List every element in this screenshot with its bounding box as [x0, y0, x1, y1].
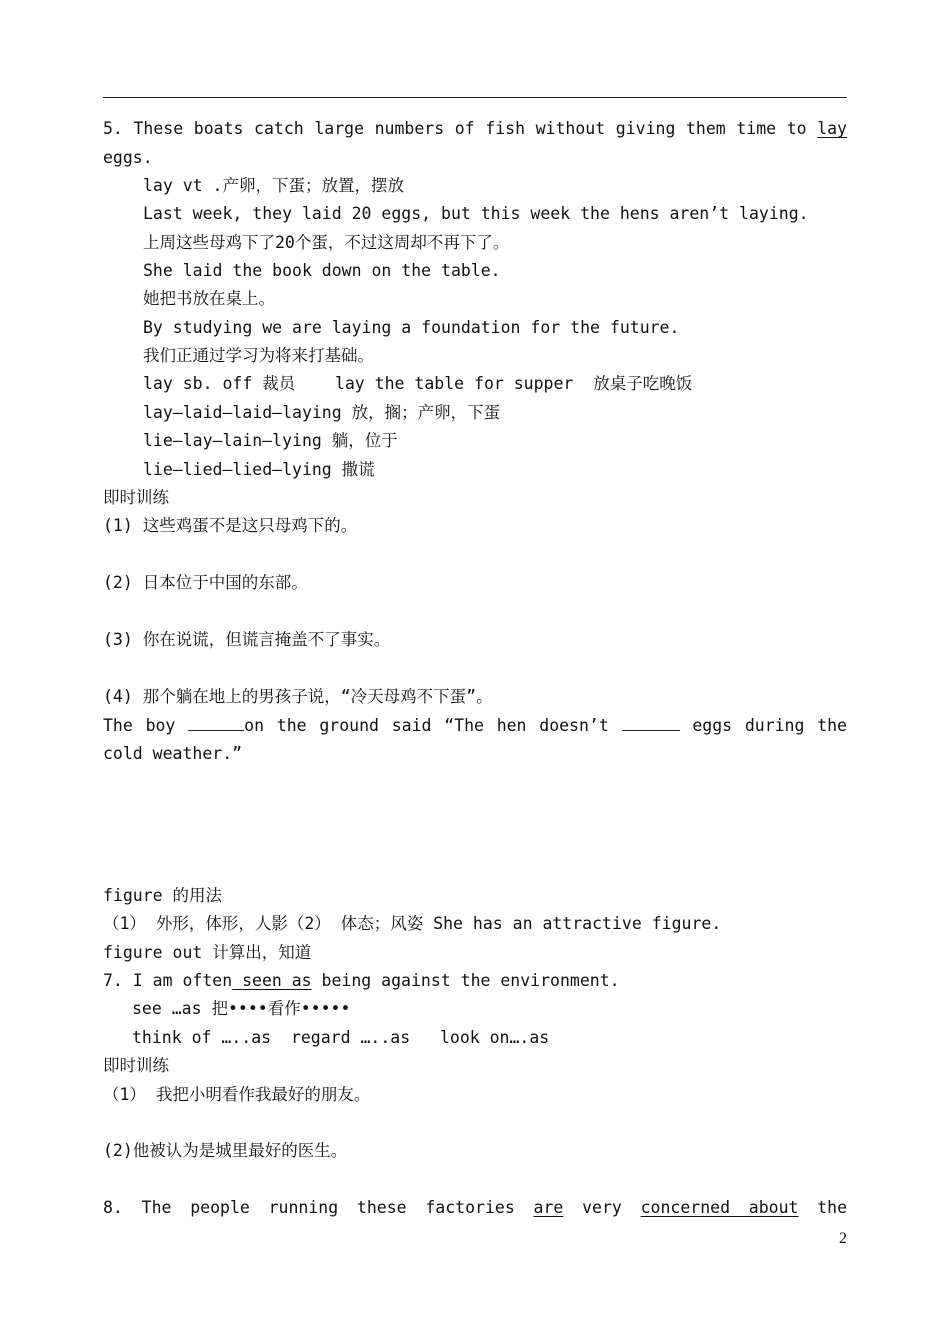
item5-sentence [103, 115, 847, 143]
item6-usage: figure 的用法 [103, 886, 223, 905]
practice2-q2 [122, 1166, 847, 1194]
item6-meanings: （1） 外形，体形，人影（2） 体态；风姿 She has an attractive figure. [103, 914, 722, 933]
q4-prefix: The boy [103, 716, 176, 735]
item5-definition: lay vt .产卵，下蛋；放置，摆放 [143, 176, 404, 195]
item8-word: factories [425, 1198, 515, 1217]
item5-forms-lie-lied: lie—lied—lied—lying 撒谎 [143, 460, 375, 479]
item8-word: these [356, 1198, 407, 1217]
practice1-heading: 即时训练 [103, 488, 169, 507]
item5-example1-en: Last week, they laid 20 eggs, but this week the hens aren’t laying. [143, 204, 809, 223]
q4-middle: on the ground said “The hen doesn’t [244, 716, 609, 735]
item8-keyword-are: are [533, 1198, 564, 1217]
item5-sentence-cont: eggs. [103, 148, 153, 167]
practice1-q4 [103, 712, 847, 740]
item5-phrases: lay sb. off 裁员 lay the table for supper 放桌子吃晚饭 [143, 374, 693, 393]
item8-word: very [582, 1198, 622, 1217]
item7-synonyms: think of …..as regard …..as look on….as [132, 1028, 550, 1047]
practice1-q2 [103, 598, 847, 626]
item5-example2-en: She laid the book down on the table. [143, 261, 501, 280]
practice1-q2-cn: (2) 日本位于中国的东部。 [103, 573, 308, 592]
item7-text2: being against the environment. [311, 971, 620, 990]
item5-example3-en: By studying we are laying a foundation for the future. [143, 318, 680, 337]
practice1-q3 [103, 655, 847, 683]
practice1-q4-cn: (4) 那个躺在地上的男孩子说，“冷天母鸡不下蛋”。 [103, 687, 493, 706]
item5-example2-cn: 她把书放在桌上。 [143, 289, 275, 308]
practice1-options-row2 [103, 825, 847, 853]
item5-example3-cn: 我们正通过学习为将来打基础。 [143, 346, 374, 365]
practice1-q5 [103, 768, 847, 796]
item5-example1-cn: 上周这些母鸡下了20个蛋，不过这周却不再下了。 [143, 233, 510, 252]
practice1-options-row1 [103, 797, 847, 825]
item5-text: 5. These boats catch large numbers of fish without giving them time to [103, 119, 807, 138]
item7-pattern: see …as 把••••看作••••• [132, 999, 351, 1018]
practice1-q1 [103, 541, 847, 569]
item8-word: The [141, 1198, 172, 1217]
q4-suffix: eggs during the [692, 716, 847, 735]
practice2-q1-cn: （1） 我把小明看作我最好的朋友。 [103, 1085, 371, 1104]
practice2-q1 [122, 1109, 847, 1137]
item8-word: the [817, 1198, 847, 1217]
practice1-q4-cont: cold weather.” [103, 744, 243, 763]
item8-word: running [268, 1198, 339, 1217]
item5-forms-lie: lie—lay—lain—lying 躺，位于 [143, 431, 398, 450]
practice2-heading: 即时训练 [103, 1056, 169, 1075]
page-number: 2 [839, 1230, 847, 1247]
item7-sentence [103, 967, 847, 995]
item5-forms-lay: lay—laid—laid—laying 放，搁；产卵，下蛋 [143, 403, 501, 422]
item8-sentence [103, 1194, 847, 1222]
answer-blank[interactable] [188, 712, 244, 731]
item8-word: people [190, 1198, 250, 1217]
item6-sentence [103, 854, 847, 882]
answer-blank[interactable] [622, 712, 680, 731]
practice2-q2-cn: (2)他被认为是城里最好的医生。 [103, 1141, 348, 1160]
practice1-q3-cn: (3) 你在说谎，但谎言掩盖不了事实。 [103, 630, 391, 649]
item8-keyword-concerned: concerned about [640, 1198, 799, 1217]
item6-phrase: figure out 计算出，知道 [103, 943, 312, 962]
practice1-q1-cn: (1) 这些鸡蛋不是这只母鸡下的。 [103, 516, 358, 535]
item8-number: 8. [103, 1198, 123, 1217]
item7-keyword: seen as [232, 971, 312, 990]
header-rule [103, 97, 847, 98]
item5-keyword: lay [817, 119, 847, 138]
item7-text: 7. I am often [103, 971, 233, 990]
